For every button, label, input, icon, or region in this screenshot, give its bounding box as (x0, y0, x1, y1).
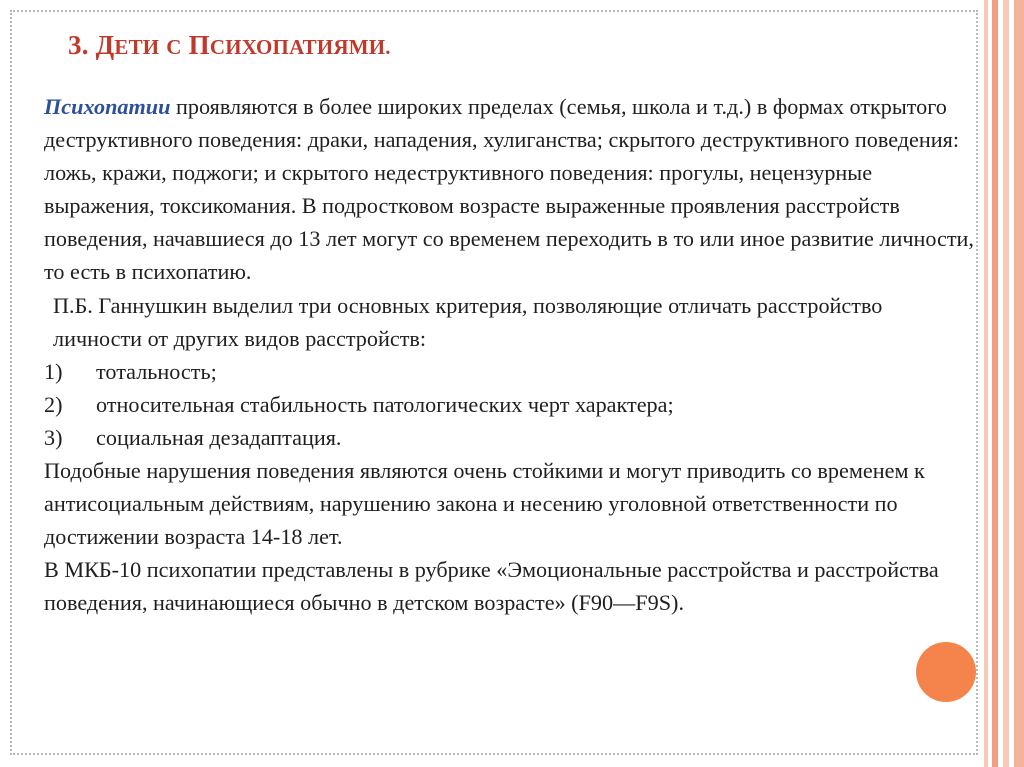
title-number: 3. (68, 30, 89, 60)
list-item (44, 388, 974, 421)
intro-text: проявляются в более широких пределах (семья, школа и т.д.) в формах открытого деструктивного поведения: драки, нападения, хулиганства; скрытого деструктивного поведения: ложь, кражи, поджоги; и скрытого недеструктивного поведения: прогулы, нецензурные выражения, токсикомания. В подростковом возрасте выраженные проявления расстройств поведения, начавшиеся до 13 лет могут со временем переходить в то или иное развитие личности, то есть в психопатию. (44, 94, 974, 285)
stripe (1014, 0, 1024, 767)
slide-title (68, 30, 391, 61)
title-word2: С (166, 35, 182, 59)
list-number: 2) (44, 391, 63, 417)
list-item (44, 421, 974, 454)
intro-paragraph (44, 90, 974, 289)
consequences-paragraph: Подобные нарушения поведения являются очень стойкими и могут приводить со временем к антисоциальным действиям, нарушению закона и несению уголовной ответственности по достижении возраста 14-18 лет. (44, 458, 925, 550)
list-number: 1) (44, 358, 63, 384)
orange-circle-decoration (916, 642, 976, 702)
intro-term: Психопатии (44, 94, 171, 119)
icd-paragraph: В МКБ-10 психопатии представлены в рубрике «Эмоциональные расстройства и расстройства поведения, начинающиеся обычно в детском возрасте» (F90—F9S). (44, 557, 939, 616)
list-text: относительная стабильность патологических черт характера; (96, 391, 674, 417)
title-word1-rest: ЕТИ (114, 35, 160, 59)
list-number: 3) (44, 424, 63, 450)
list-text: социальная дезадаптация. (96, 424, 342, 450)
decorative-stripes (984, 0, 1024, 767)
title-word1-cap: Д (95, 30, 115, 60)
title-word3-cap: П (188, 30, 210, 60)
list-item (44, 355, 974, 388)
title-word3-rest: СИХОПАТИЯМИ. (209, 35, 391, 59)
list-text: тотальность; (96, 358, 217, 384)
slide-body (44, 90, 974, 620)
criteria-intro: П.Б. Ганнушкин выделил три основных критерия, позволяющие отличать расстройство личности от других видов расстройств: (53, 292, 883, 351)
